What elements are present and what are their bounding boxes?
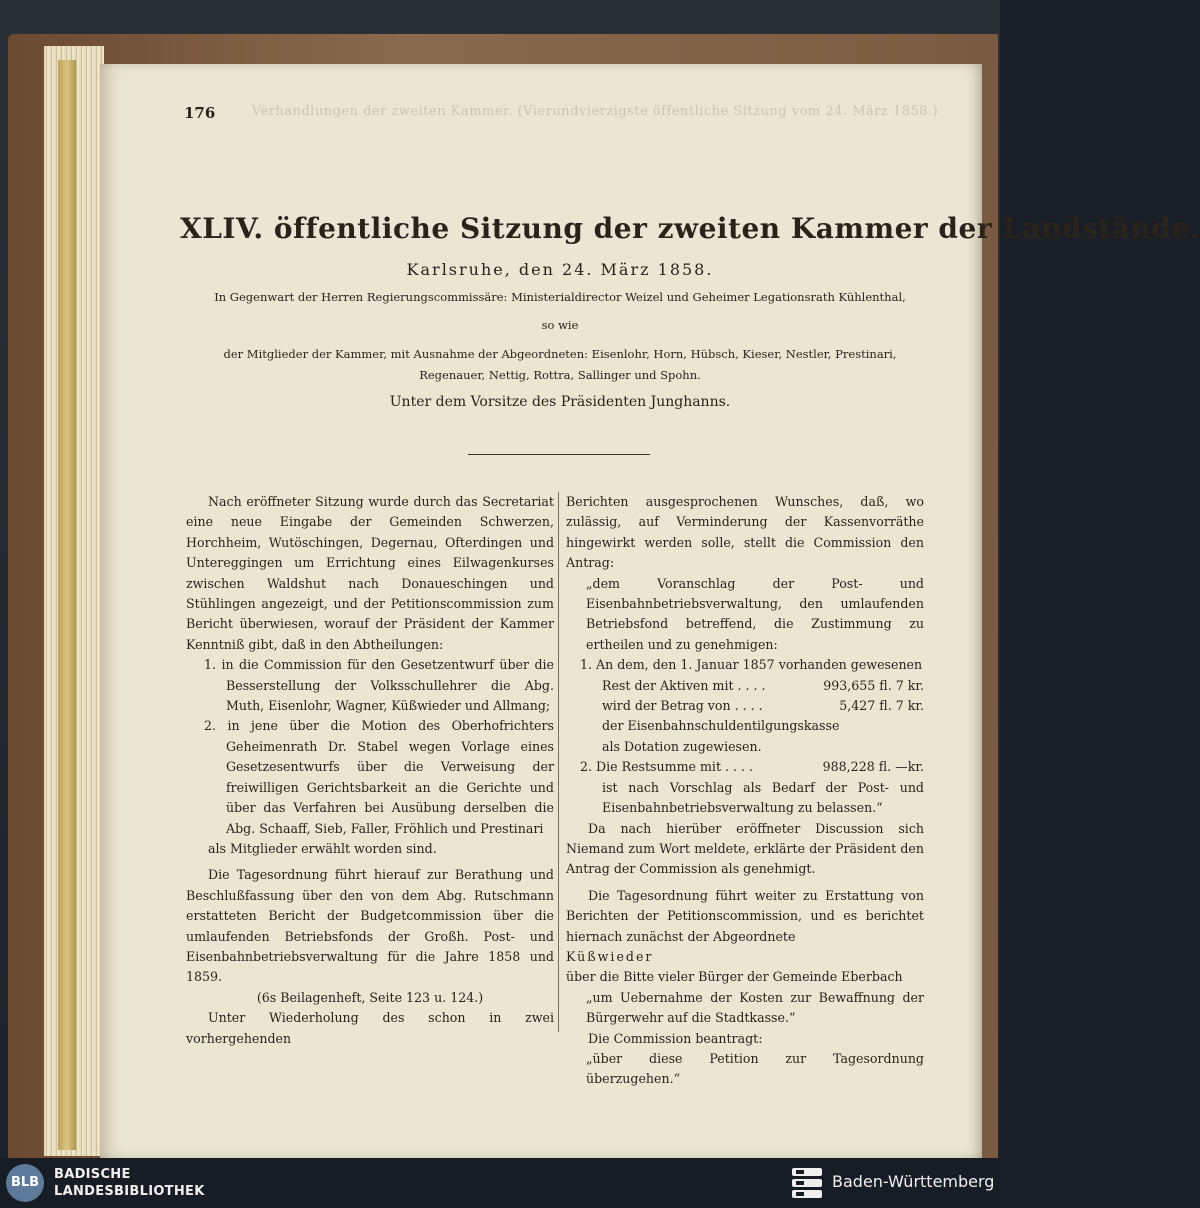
blb-logo[interactable]: BLB [6,1164,44,1202]
amount-label: wird der Betrag von . . . . [602,698,763,714]
amount-row [566,757,924,777]
speaker-name: Küßwieder [566,948,654,964]
amount-label: 2. Die Restsumme mit . . . . [580,759,754,775]
sowie-line: so wie [541,318,579,332]
amount-row [566,696,924,716]
list-subline: ist nach Vorschlag als Bedarf der Post- und Eisenbahnbetriebsverwaltung zu belassen.“ [602,779,924,816]
quote: „um Uebernahme der Kosten zur Bewaffnung der Bürgerwehr auf die Stadtkasse.“ [586,989,924,1026]
paragraph: Da nach hierüber eröffneter Discussion sich Niemand zum Wort meldete, erklärte der Präsident den Antrag der Commission als genehmigt. [566,820,924,877]
quote: „dem Voranschlag der Post- und Eisenbahnbetriebsverwaltung, den umlaufenden Betriebsfond betreffend, die Zustimmung zu ertheilen und zu genehmigen: [586,575,924,652]
list-item: 1. An dem, den 1. Januar 1857 vorhanden gewesenen [580,657,923,673]
blb-name-line-1: BADISCHE [54,1167,131,1182]
amount-value: 988,228 fl. —kr. [822,759,924,775]
list-item: 2. in jene über die Motion des Oberhofrichters Geheimenrath Dr. Stabel wegen Vorlage eines Gesetzesentwurfs über die Verweisung der freiwilligen Gerichtsbarkeit an die Gerichte und über das Verfahren bei Ausübung derselben die Abg. Schaaff, Sieb, Faller, Fröhlich und Prestinari [204,718,554,836]
members-line-1: der Mitglieder der Kammer, mit Ausnahme der Abgeordneten: Eisenlohr, Horn, Hübsch, Kieser, Nestler, Prestinari, [223,347,897,361]
footer-bar [0,1158,1000,1208]
page-number: 176 [184,104,216,122]
reference: (6s Beilagenheft, Seite 123 u. 124.) [256,989,484,1005]
blb-name-line-2: LANDESBIBLIOTHEK [54,1184,205,1199]
list-subline: der Eisenbahnschuldentilgungskasse [602,718,840,734]
amount-row [566,676,924,696]
list-item: 1. in die Commission für den Gesetzentwurf über die Besserstellung der Volksschullehrer die Abg. Muth, Eisenlohr, Wagner, Küßwieder und Allmang; [204,657,554,714]
paragraph: über die Bitte vieler Bürger der Gemeinde Eberbach [566,969,903,985]
paragraph: Nach eröffneter Sitzung wurde durch das Secretariat eine neue Eingabe der Gemeinden Schwerzen, Horchheim, Wutöschingen, Degernau, Ofterdingen und Untereggingen um Errichtung eines Eilwagenkurses zwischen Waldshut nach Donaueschingen und Stühlingen angezeigt, und der Petitionscommission zum Bericht überwiesen, worauf der Präsident der Kammer Kenntniß gibt, daß in den Abtheilungen: [186,494,554,652]
amount-label: Rest der Aktiven mit . . . . [602,677,766,693]
quote: „über diese Petition zur Tagesordnung überzugehen.“ [586,1050,924,1087]
members-line [180,344,940,386]
running-head-bleedthrough: Verhandlungen der zweiten Kammer. (Vierundvierzigste öffentliche Sitzung vom 24. März 1858.) [251,104,939,119]
list-subline: als Dotation zugewiesen. [602,738,762,754]
paragraph: Berichten ausgesprochenen Wunsches, daß, wo zulässig, auf Verminderung der Kassenvorräthe hingewirkt werden solle, stellt die Commission den Antrag: [566,494,924,571]
paragraph: Unter Wiederholung des schon in zwei vorhergehenden [186,1010,554,1046]
amount-value: 5,427 fl. 7 kr. [839,698,924,714]
presence-line: In Gegenwart der Herren Regierungscommissäre: Ministerialdirector Weizel und Geheimer Legationsrath Kühlenthal, [214,290,906,304]
separator-rule [468,454,650,455]
left-column [186,492,554,1049]
gilt-edge [58,60,76,1150]
paragraph: als Mitglieder erwählt worden sind. [208,840,437,856]
session-title: XLIV. öffentliche Sitzung der zweiten Kammer der Landstände. [180,212,1200,245]
amount-value: 993,655 fl. 7 kr. [823,677,924,693]
place-date: Karlsruhe, den 24. März 1858. [406,260,714,279]
paragraph: Die Tagesordnung führt weiter zu Erstattung von Berichten der Petitionscommission, und es berichtet hiernach zunächst der Abgeordnete [566,887,924,944]
right-column [566,492,924,1090]
paragraph: Die Commission beantragt: [588,1030,763,1046]
paragraph: Die Tagesordnung führt hierauf zur Berathung und Beschlußfassung über den von dem Abg. Rutschmann erstatteten Bericht der Budgetcommission über die umlaufenden Betriebsfonds der Großh. Post- und Eisenbahnbetriebsverwaltung für die Jahre 1858 und 1859. [186,867,554,985]
column-divider [558,492,559,1032]
chair-line: Unter dem Vorsitze des Präsidenten Junghanns. [389,394,731,410]
blb-name[interactable] [54,1166,205,1200]
members-line-2: Regenauer, Nettig, Rottra, Sallinger und Spohn. [419,368,701,382]
bw-name[interactable]: Baden-Württemberg [832,1172,995,1191]
book-page [100,64,1200,1158]
bw-lions-icon [790,1166,824,1200]
